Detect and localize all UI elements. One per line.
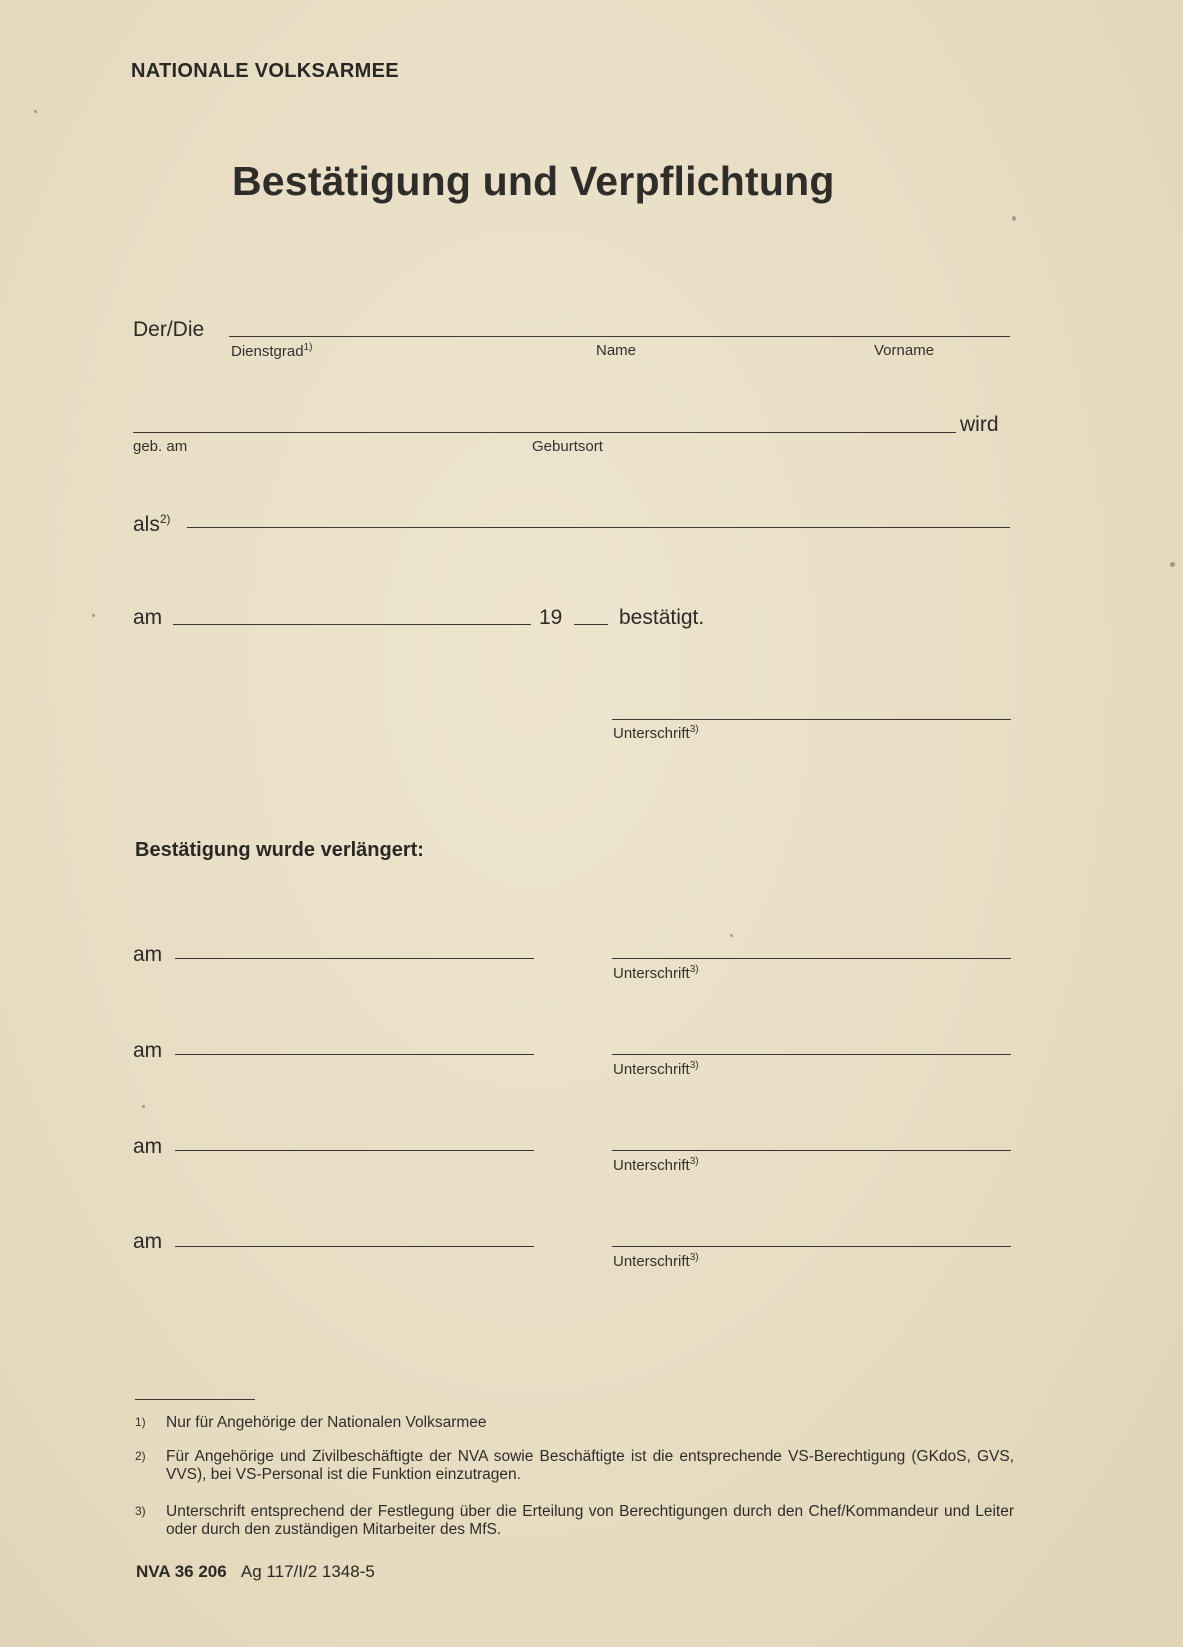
extension-footnote-ref: 3) (689, 964, 699, 975)
paper-speck (1170, 562, 1175, 567)
paper-speck (92, 614, 95, 617)
footnote-text: Für Angehörige und Zivilbeschäftigte der NVA sowie Beschäftigte ist die entsprechende VS-Berechtigung (GKdoS, GVS, VVS), bei VS-Personal ist die Funktion einzutragen. (166, 1448, 1014, 1483)
extension-signature-caption: Unterschrift$^{3)}$ (613, 964, 699, 982)
extension-date-label: am (133, 1230, 163, 1253)
extension-date-field[interactable] (175, 1054, 534, 1055)
extension-signature-caption: Unterschrift$^{3)}$ (613, 1156, 699, 1174)
function-field[interactable] (187, 527, 1010, 528)
als-footnote-ref: 2) (159, 512, 171, 526)
confirmed-label: bestätigt. (619, 606, 705, 629)
extension-date-label: am (133, 1039, 163, 1062)
year-field[interactable] (574, 624, 608, 625)
rank-name-firstname-field[interactable] (229, 336, 1010, 337)
extension-date-field[interactable] (175, 958, 534, 959)
form-series: NVA 36 206 (136, 1562, 227, 1581)
footnote-mark: 1) (135, 1415, 146, 1429)
paper-speck (142, 1105, 145, 1108)
extension-date-field[interactable] (175, 1150, 534, 1151)
als-label: als$^{2)}$ (133, 512, 171, 536)
extension-signature-field[interactable] (612, 1150, 1011, 1151)
name-caption: Name (596, 342, 637, 359)
paper-speck (1012, 216, 1016, 221)
organization-name: NATIONALE VOLKSARMEE (131, 60, 399, 82)
rank-caption: Dienstgrad$^{1)}$ (231, 342, 313, 360)
footnote-mark: 2) (135, 1449, 146, 1463)
footnote-text: Nur für Angehörige der Nationalen Volksarmee (166, 1414, 487, 1431)
date-label: am (133, 606, 163, 629)
document-title: Bestätigung und Verpflichtung (232, 158, 835, 204)
extension-signature-field[interactable] (612, 1246, 1011, 1247)
print-code: Ag 117/I/2 1348-5 (240, 1562, 375, 1581)
extension-footnote-ref: 3) (689, 1156, 699, 1167)
person-label: Der/Die (133, 318, 205, 341)
extension-signature-caption: Unterschrift$^{3)}$ (613, 1252, 699, 1270)
extension-signature-caption: Unterschrift$^{3)}$ (613, 1060, 699, 1078)
extension-footnote-ref: 3) (689, 1252, 699, 1263)
paper-speck (730, 934, 733, 937)
firstname-caption: Vorname (874, 342, 935, 359)
signature-field[interactable] (612, 719, 1011, 720)
footnote-text: Unterschrift entsprechend der Festlegung über die Erteilung von Berechtigungen durch den Chef/Kommandeur und Leiter oder durch den zuständigen Mitarbeiter des MfS. (166, 1503, 1014, 1538)
extension-signature-field[interactable] (612, 958, 1011, 959)
extension-footnote-ref: 3) (689, 1060, 699, 1071)
footnote-mark: 3) (135, 1504, 146, 1518)
extension-heading: Bestätigung wurde verlängert: (135, 839, 424, 861)
form-number (136, 1562, 375, 1582)
extension-date-label: am (133, 1135, 163, 1158)
year-prefix: 19 (539, 606, 563, 629)
extension-signature-field[interactable] (612, 1054, 1011, 1055)
birth-field[interactable] (133, 432, 956, 433)
signature-footnote-ref: 3) (689, 724, 699, 735)
extension-date-field[interactable] (175, 1246, 534, 1247)
extension-date-label: am (133, 943, 163, 966)
birthdate-caption: geb. am (133, 438, 188, 455)
date-field[interactable] (173, 624, 531, 625)
wird-label: wird (960, 413, 999, 436)
signature-caption: Unterschrift$^{3)}$ (613, 724, 699, 742)
footnote-divider (135, 1399, 255, 1400)
birthplace-caption: Geburtsort (532, 438, 603, 455)
rank-footnote-ref: 1) (303, 342, 313, 353)
paper-speck (34, 110, 37, 113)
